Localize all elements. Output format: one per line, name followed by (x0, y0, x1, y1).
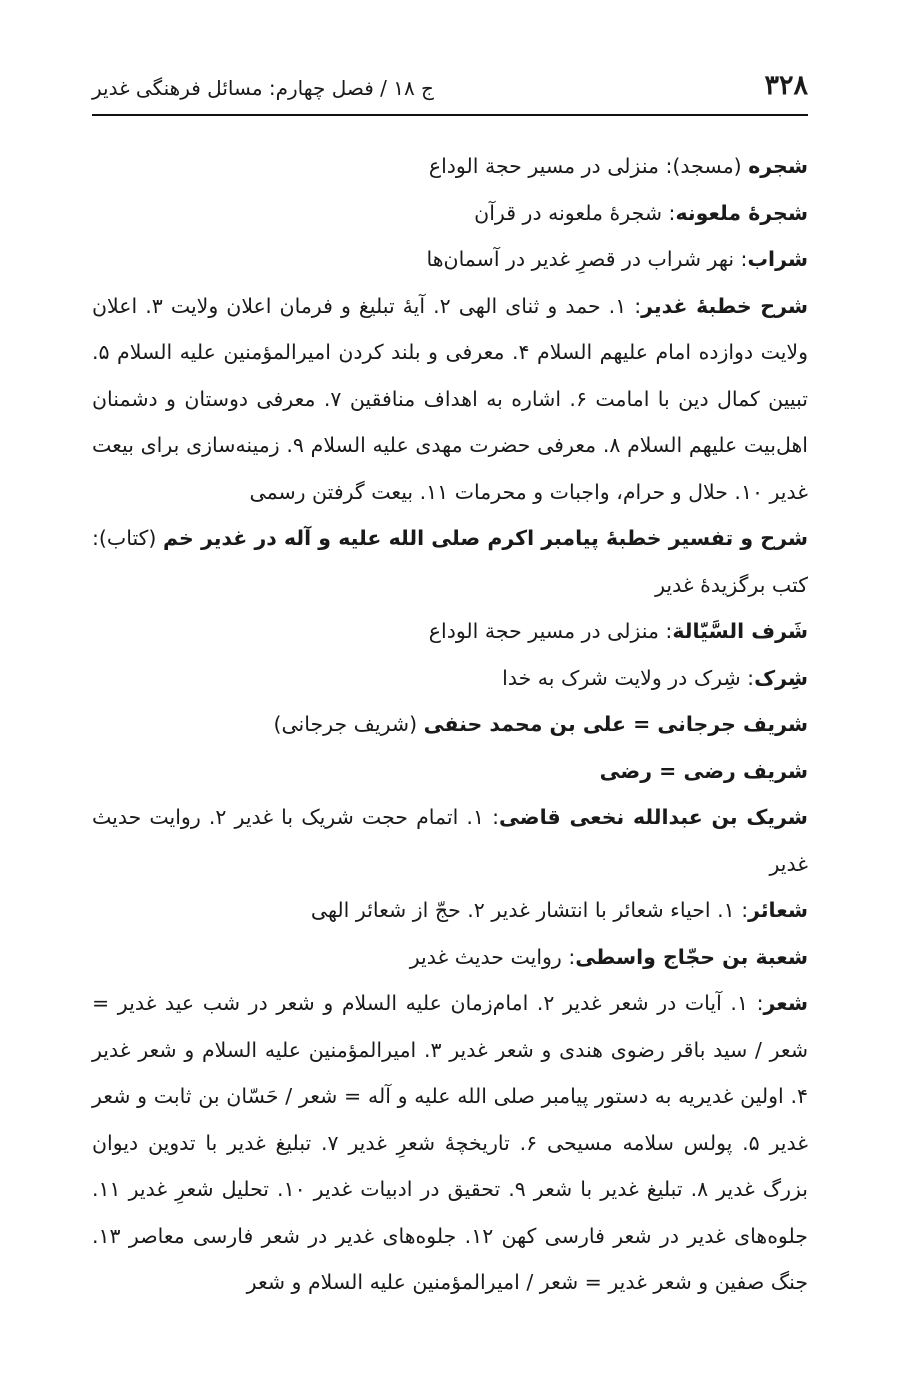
index-entry (92, 515, 808, 608)
entry-term: شریف رضی = رضی (599, 758, 808, 783)
entry-text: : نهر شراب در قصرِ غدیر در آسمان‌ها (426, 247, 748, 271)
entry-text: : شجرۀ ملعونه در قرآن (474, 200, 676, 225)
entry-text: (کتاب): کتب برگزیدۀ غدیر (92, 526, 808, 597)
index-entry (92, 608, 808, 655)
index-entry (92, 190, 808, 237)
index-entry (92, 655, 808, 702)
entry-term: شعبة بن حجّاج واسطی (575, 944, 808, 969)
entry-text: (شریف جرجانی) (273, 712, 424, 736)
entry-term: شرح خطبۀ غدیر (641, 293, 808, 318)
index-entry (92, 794, 808, 887)
index-entry (92, 283, 808, 516)
entry-term: شِرک (754, 665, 808, 690)
entry-term: شریک بن عبدالله نخعی قاضی (499, 805, 808, 829)
index-entry (92, 934, 808, 981)
running-title: ج ۱۸ / فصل چهارم: مسائل فرهنگی غدیر (92, 76, 434, 100)
entry-term: شعر (763, 991, 808, 1015)
entry-term: شجره (748, 154, 808, 178)
index-entries (92, 143, 808, 1306)
index-entry (92, 701, 808, 748)
entry-text: : ۱. احیاء شعائر با انتشار غدیر ۲. حجّ از شعائر الهی (310, 898, 749, 922)
entry-term: شجرۀ ملعونه (675, 200, 808, 225)
index-entry (92, 980, 808, 1306)
index-entry (92, 236, 808, 283)
entry-term: شراب (747, 247, 808, 271)
entry-text: (مسجد): منزلی در مسیر حجة الوداع (428, 154, 749, 178)
entry-term: شَرف السَّیّالة (672, 619, 808, 643)
entry-term: شرح و تفسیر خطبۀ پیامبر اکرم صلی الله علیه و آله در غدیر خم (162, 526, 808, 550)
page-header (92, 66, 808, 116)
entry-text: : روایت حدیث غدیر (409, 944, 576, 969)
entry-text: : ۱. حمد و ثنای الهی ۲. آیۀ تبلیغ و فرمان اعلان ولایت ۳. اعلان ولایت دوازده امام علیهم السلام ۴. معرفی و بلند کردن امیرالمؤمنین علیه السلام ۵. تبیین کمال دین با امامت ۶. اشاره به اهداف منافقین ۷. معرفی دوستان و دشمنان اهل‌بیت علیهم السلام ۸. معرفی حضرت مهدی علیه السلام ۹. زمینه‌سازی برای بیعت غدیر ۱۰. حلال و حرام، واجبات و محرمات ۱۱. بیعت گرفتن رسمی (92, 293, 809, 504)
index-entry (92, 887, 808, 934)
index-entry (92, 748, 808, 795)
entry-text: : شِرک در ولایت شرک به خدا (502, 665, 755, 690)
index-entry (92, 143, 808, 190)
entry-text: : ۱. اتمام حجت شریک با غدیر ۲. روایت حدیث غدیر (92, 805, 808, 876)
entry-term: شریف جرجانی = علی بن محمد حنفی (423, 712, 808, 736)
page-number: ۳۲۸ (764, 70, 808, 101)
entry-text: : ۱. آیات در شعر غدیر ۲. امام‌زمان علیه السلام و شعر در شب عید غدیر = شعر / سید باقر رضوی هندی و شعر غدیر ۳. امیرالمؤمنین علیه السلام و شعر غدیر ۴. اولین غدیریه به دستور پیامبر صلی الله علیه و آله = شعر / حَسّان بن ثابت و شعر غدیر ۵. پولس سلامه مسیحی ۶. تاریخچۀ شعرِ غدیر ۷. تبلیغ غدیر با تدوین دیوان بزرگ غدیر ۸. تبلیغ غدیر با شعر ۹. تحقیق در ادبیات غدیر ۱۰. تحلیل شعرِ غدیر ۱۱. جلوه‌های غدیر در شعر فارسی کهن ۱۲. جلوه‌های غدیر در شعر فارسی معاصر ۱۳. جنگ صفین و شعر غدیر = شعر / امیرالمؤمنین علیه السلام و شعر (92, 991, 808, 1294)
entry-term: شعائر (748, 898, 808, 922)
entry-text: : منزلی در مسیر حجة الوداع (428, 619, 673, 643)
